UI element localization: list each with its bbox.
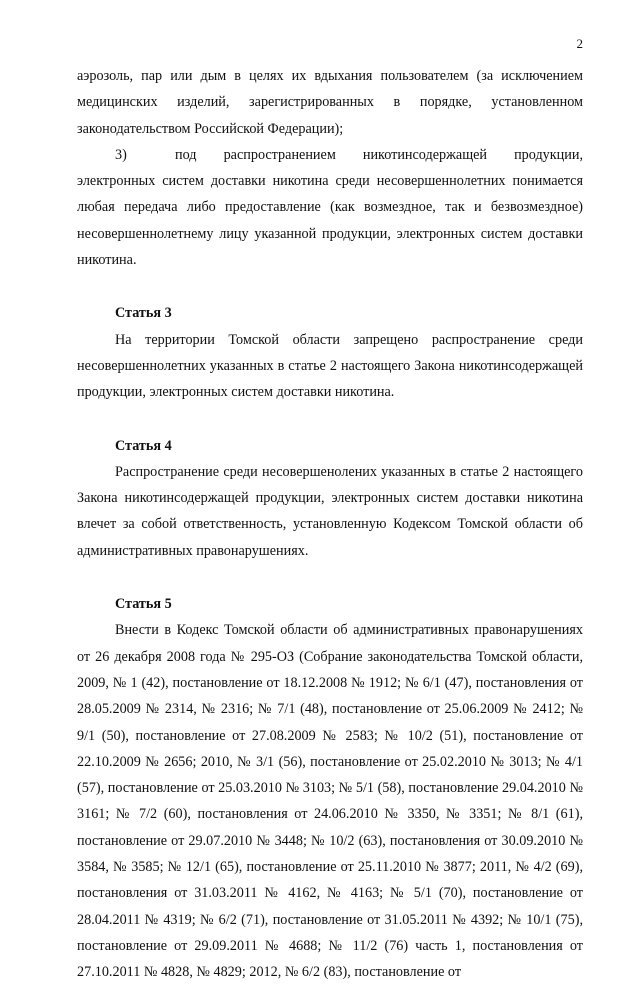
article-4-title: Статья 4 <box>115 437 172 454</box>
article-4-text: Распространение среди несовершенолених указанных в статье 2 настоящего Закона никотинсодержащей продукции, электронных систем доставки никотина влечет за собой ответственность, установленную Кодексом Томской области об административных правонарушениях. <box>77 463 583 559</box>
document-body <box>77 63 583 986</box>
spacer <box>77 564 583 591</box>
item-3-paragraph <box>77 142 583 273</box>
continuation-paragraph: аэрозоль, пар или дым в целях их вдыхания пользователем (за исключением медицинских изделий, зарегистрированных в порядке, установленном законодательством Российской Федерации); <box>77 68 583 137</box>
article-5-text: Внести в Кодекс Томской области об административных правонарушениях от 26 декабря 2008 года № 295-ОЗ (Собрание законодательства Томской области, 2009, № 1 (42), постановление от 18.12.2008 № 1912; № 6/1 (47), постановления от 28.05.2009 № 2314, № 2316; № 7/1 (48), постановление от 25.06.2009 № 2412; № 9/1 (50), постановление от 27.08.2009 № 2583; № 10/2 (51), постановление от 22.10.2009 № 2656; 2010, № 3/1 (56), постановление от 25.02.2010 № 3013; № 4/1 (57), постановление от 25.03.2010 № 3103; № 5/1 (58), постановление 29.04.2010 № 3161; № 7/2 (60), постановления от 24.06.2010 № 3350, № 3351; № 8/1 (61), постановление от 29.07.2010 № 3448; № 10/2 (63), постановления от 30.09.2010 № 3584, № 3585; № 12/1 (65), постановление от 25.11.2010 № 3877; 2011, № 4/2 (69), постановления от 31.03.2011 № 4162, № 4163; № 5/1 (70), постановление от 28.04.2011 № 4319; № 6/2 (71), постановление от 31.05.2011 № 4392; № 10/1 (75), постановление от 29.09.2011 № 4688; № 11/2 (76) часть 1, постановления от 27.10.2011 № 4828, № 4829; 2012, № 6/2 (83), постановление от <box>77 622 583 981</box>
item-3-number: 3) <box>115 146 127 163</box>
page-number: 2 <box>576 36 583 51</box>
article-3-title: Статья 3 <box>115 305 172 322</box>
spacer <box>77 273 583 300</box>
article-5-title: Статья 5 <box>115 596 172 613</box>
item-3-text: под распространением никотинсодержащей продукции, электронных систем доставки никотина среди несовершеннолетних понимается любая передача либо предоставление (как возмездное, так и безвозмездное) несовершеннолетнему лицу указанной продукции, электронных систем доставки никотина. <box>77 146 583 269</box>
article-3-text: На территории Томской области запрещено распространение среди несовершеннолетних указанных в статье 2 настоящего Закона никотинсодержащей продукции, электронных систем доставки никотина. <box>77 331 583 401</box>
spacer <box>77 406 583 433</box>
